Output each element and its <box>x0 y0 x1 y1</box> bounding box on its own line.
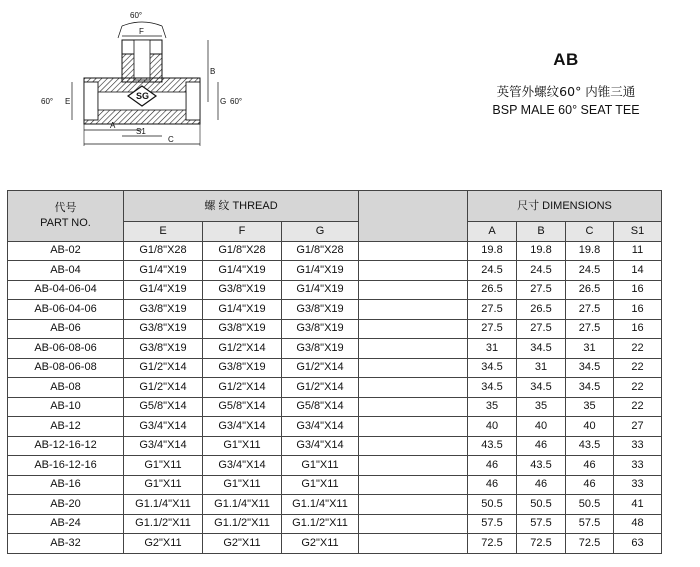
product-name-en: BSP MALE 60° SEAT TEE <box>492 103 640 117</box>
product-code: AB <box>553 50 579 69</box>
cell-s1: 33 <box>614 456 662 476</box>
cell-e: G3/4"X14 <box>124 436 203 456</box>
cell-e: G1.1/4"X11 <box>124 495 203 515</box>
cell-s1: 16 <box>614 319 662 339</box>
cell-c: 26.5 <box>566 280 614 300</box>
cell-c: 40 <box>566 417 614 437</box>
right-angle-label: 60° <box>230 97 243 106</box>
cell-c: 57.5 <box>566 514 614 534</box>
part-no-header-cn: 代号 <box>54 201 77 214</box>
cell-c: 27.5 <box>566 300 614 320</box>
cell-b: 46 <box>517 436 566 456</box>
cell-part: AB-10 <box>8 397 124 417</box>
table-row <box>8 436 662 456</box>
cell-part: AB-16-12-16 <box>8 456 124 476</box>
cell-e: G1/4"X19 <box>124 280 203 300</box>
cell-b: 27.5 <box>517 280 566 300</box>
cell-c: 27.5 <box>566 319 614 339</box>
cell-f: G3/4"X14 <box>203 456 282 476</box>
cell-b: 40 <box>517 417 566 437</box>
cell-part: AB-04 <box>8 261 124 281</box>
cell-s1: 22 <box>614 378 662 398</box>
table-row <box>8 378 662 398</box>
tee-drawing-svg <box>38 6 260 156</box>
part-no-header <box>8 191 124 242</box>
cell-b: 34.5 <box>517 378 566 398</box>
cell-b: 50.5 <box>517 495 566 515</box>
cell-s1: 16 <box>614 280 662 300</box>
cell-a: 46 <box>468 456 517 476</box>
cell-c: 34.5 <box>566 358 614 378</box>
cell-e: G5/8"X14 <box>124 397 203 417</box>
cell-f: G1/8"X28 <box>203 241 282 261</box>
cell-a: 57.5 <box>468 514 517 534</box>
cell-part: AB-04-06-04 <box>8 280 124 300</box>
cell-s1: 63 <box>614 534 662 554</box>
row-spacer-cell <box>359 534 468 554</box>
cell-e: G2"X11 <box>124 534 203 554</box>
cell-c: 72.5 <box>566 534 614 554</box>
tee-drawing <box>38 6 260 156</box>
table-row <box>8 339 662 359</box>
c-dim-label: C <box>168 135 174 144</box>
cell-e: G1/8"X28 <box>124 241 203 261</box>
cell-part: AB-12-16-12 <box>8 436 124 456</box>
col-header-c: C <box>566 222 614 242</box>
table-row <box>8 241 662 261</box>
cell-g: G3/8"X19 <box>282 300 359 320</box>
cell-part: AB-06-04-06 <box>8 300 124 320</box>
cell-b: 26.5 <box>517 300 566 320</box>
cell-a: 27.5 <box>468 300 517 320</box>
cell-b: 27.5 <box>517 319 566 339</box>
dimensions-header: 尺寸 DIMENSIONS <box>468 191 662 222</box>
cell-s1: 11 <box>614 241 662 261</box>
cell-e: G1/4"X19 <box>124 261 203 281</box>
cell-part: AB-02 <box>8 241 124 261</box>
cell-a: 31 <box>468 339 517 359</box>
cell-f: G3/8"X19 <box>203 319 282 339</box>
cell-s1: 33 <box>614 436 662 456</box>
col-header-s1: S1 <box>614 222 662 242</box>
cell-part: AB-08 <box>8 378 124 398</box>
row-spacer-cell <box>359 280 468 300</box>
cell-e: G1/2"X14 <box>124 358 203 378</box>
row-spacer-cell <box>359 397 468 417</box>
cell-c: 50.5 <box>566 495 614 515</box>
row-spacer-cell <box>359 456 468 476</box>
cell-s1: 48 <box>614 514 662 534</box>
col-header-a: A <box>468 222 517 242</box>
cell-g: G3/8"X19 <box>282 339 359 359</box>
cell-s1: 41 <box>614 495 662 515</box>
logo-text: SG <box>136 91 150 101</box>
cell-f: G1/4"X19 <box>203 300 282 320</box>
left-angle-label: 60° <box>41 97 54 106</box>
cell-f: G1"X11 <box>203 436 282 456</box>
cell-c: 31 <box>566 339 614 359</box>
cell-e: G1"X11 <box>124 456 203 476</box>
col-header-g: G <box>282 222 359 242</box>
cell-e: G3/8"X19 <box>124 319 203 339</box>
cell-part: AB-12 <box>8 417 124 437</box>
cell-s1: 22 <box>614 358 662 378</box>
cell-c: 35 <box>566 397 614 417</box>
row-spacer-cell <box>359 319 468 339</box>
cell-e: G3/8"X19 <box>124 339 203 359</box>
cell-g: G1"X11 <box>282 475 359 495</box>
cell-part: AB-06 <box>8 319 124 339</box>
row-spacer-cell <box>359 241 468 261</box>
cell-f: G3/8"X19 <box>203 358 282 378</box>
cell-s1: 22 <box>614 339 662 359</box>
cell-g: G3/8"X19 <box>282 319 359 339</box>
row-spacer-cell <box>359 417 468 437</box>
cell-e: G1/2"X14 <box>124 378 203 398</box>
table-row <box>8 319 662 339</box>
table-row <box>8 514 662 534</box>
a-dim-label: A <box>110 121 116 130</box>
cell-f: G3/4"X14 <box>203 417 282 437</box>
cell-g: G3/4"X14 <box>282 436 359 456</box>
cell-g: G1/4"X19 <box>282 280 359 300</box>
thread-header: 螺 纹 THREAD <box>124 191 359 222</box>
table-row <box>8 534 662 554</box>
top-angle-label: 60° <box>130 11 143 20</box>
cell-g: G1.1/4"X11 <box>282 495 359 515</box>
table-row <box>8 280 662 300</box>
table-row <box>8 300 662 320</box>
cell-s1: 14 <box>614 261 662 281</box>
b-dim-label: B <box>210 67 216 76</box>
cell-s1: 27 <box>614 417 662 437</box>
col-header-b: B <box>517 222 566 242</box>
row-spacer-cell <box>359 495 468 515</box>
cell-g: G1/2"X14 <box>282 358 359 378</box>
cell-a: 40 <box>468 417 517 437</box>
part-no-header-en: PART NO. <box>40 216 91 229</box>
cell-a: 26.5 <box>468 280 517 300</box>
row-spacer-cell <box>359 339 468 359</box>
cell-part: AB-06-08-06 <box>8 339 124 359</box>
cell-g: G1/8"X28 <box>282 241 359 261</box>
spec-table-body <box>8 241 662 553</box>
cell-part: AB-08-06-08 <box>8 358 124 378</box>
row-spacer-cell <box>359 358 468 378</box>
cell-a: 24.5 <box>468 261 517 281</box>
cell-g: G1/2"X14 <box>282 378 359 398</box>
cell-b: 31 <box>517 358 566 378</box>
cell-f: G1/4"X19 <box>203 261 282 281</box>
cell-e: G1.1/2"X11 <box>124 514 203 534</box>
table-row <box>8 495 662 515</box>
cell-part: AB-32 <box>8 534 124 554</box>
row-spacer-cell <box>359 436 468 456</box>
table-row <box>8 358 662 378</box>
cell-e: G3/4"X14 <box>124 417 203 437</box>
cell-a: 46 <box>468 475 517 495</box>
cell-a: 43.5 <box>468 436 517 456</box>
cell-b: 43.5 <box>517 456 566 476</box>
cell-a: 34.5 <box>468 378 517 398</box>
cell-g: G2"X11 <box>282 534 359 554</box>
cell-f: G3/8"X19 <box>203 280 282 300</box>
row-spacer-cell <box>359 514 468 534</box>
cell-a: 50.5 <box>468 495 517 515</box>
cell-f: G1.1/4"X11 <box>203 495 282 515</box>
table-row <box>8 397 662 417</box>
cell-c: 46 <box>566 475 614 495</box>
row-spacer-cell <box>359 261 468 281</box>
cell-f: G1/2"X14 <box>203 339 282 359</box>
cell-b: 34.5 <box>517 339 566 359</box>
cell-c: 19.8 <box>566 241 614 261</box>
row-spacer-cell <box>359 300 468 320</box>
cell-g: G1"X11 <box>282 456 359 476</box>
cell-a: 35 <box>468 397 517 417</box>
table-row <box>8 261 662 281</box>
f-dim-label: F <box>139 27 144 36</box>
spec-table <box>7 190 662 554</box>
table-row <box>8 475 662 495</box>
cell-e: G3/8"X19 <box>124 300 203 320</box>
s1-dim-label: S1 <box>136 127 146 136</box>
table-row <box>8 456 662 476</box>
row-spacer-cell <box>359 378 468 398</box>
cell-f: G5/8"X14 <box>203 397 282 417</box>
cell-c: 34.5 <box>566 378 614 398</box>
cell-b: 46 <box>517 475 566 495</box>
cell-c: 43.5 <box>566 436 614 456</box>
cell-part: AB-20 <box>8 495 124 515</box>
table-row <box>8 417 662 437</box>
cell-b: 72.5 <box>517 534 566 554</box>
col-header-f: F <box>203 222 282 242</box>
cell-c: 24.5 <box>566 261 614 281</box>
cell-a: 27.5 <box>468 319 517 339</box>
cell-g: G3/4"X14 <box>282 417 359 437</box>
row-spacer-cell <box>359 475 468 495</box>
cell-f: G2"X11 <box>203 534 282 554</box>
cell-a: 72.5 <box>468 534 517 554</box>
cell-e: G1"X11 <box>124 475 203 495</box>
cell-f: G1/2"X14 <box>203 378 282 398</box>
cell-g: G5/8"X14 <box>282 397 359 417</box>
cell-a: 34.5 <box>468 358 517 378</box>
product-name-cn: 英管外螺纹60° 内锥三通 <box>496 84 636 99</box>
header-spacer <box>359 191 468 242</box>
col-header-e: E <box>124 222 203 242</box>
cell-b: 35 <box>517 397 566 417</box>
cell-s1: 33 <box>614 475 662 495</box>
e-dim-label: E <box>65 97 71 106</box>
product-title-block <box>456 50 676 117</box>
cell-b: 24.5 <box>517 261 566 281</box>
cell-f: G1"X11 <box>203 475 282 495</box>
cell-s1: 16 <box>614 300 662 320</box>
cell-b: 19.8 <box>517 241 566 261</box>
cell-f: G1.1/2"X11 <box>203 514 282 534</box>
cell-a: 19.8 <box>468 241 517 261</box>
cell-s1: 22 <box>614 397 662 417</box>
cell-part: AB-24 <box>8 514 124 534</box>
cell-g: G1/4"X19 <box>282 261 359 281</box>
g-dim-label: G <box>220 97 227 106</box>
cell-c: 46 <box>566 456 614 476</box>
cell-b: 57.5 <box>517 514 566 534</box>
cell-g: G1.1/2"X11 <box>282 514 359 534</box>
cell-part: AB-16 <box>8 475 124 495</box>
